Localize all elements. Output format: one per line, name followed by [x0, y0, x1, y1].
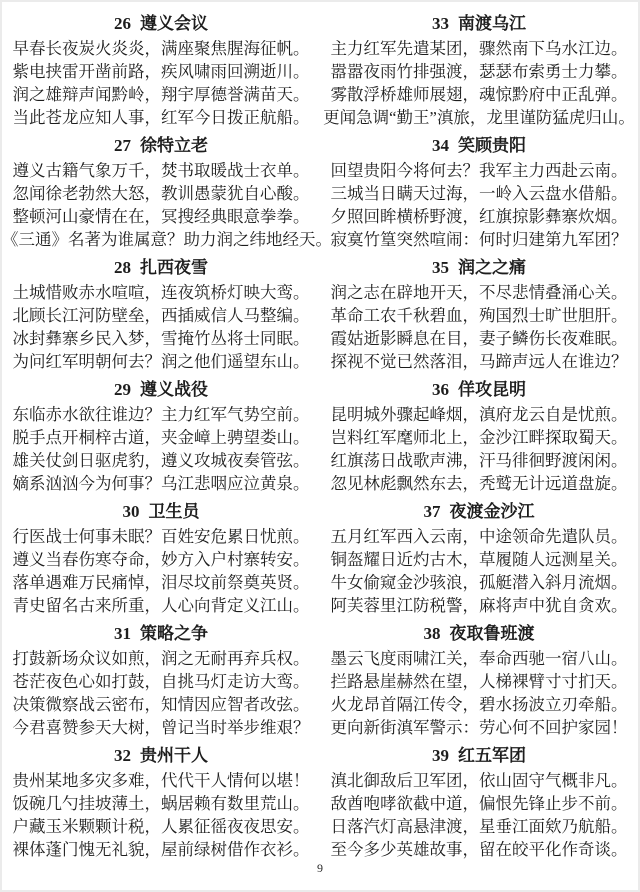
poem-columns: [2, 2, 638, 867]
verse-line: 苍茫夜色心如打鼓，自挑马灯走访大鸾。: [12, 672, 310, 691]
verse-line: 夕照回眸横桥野渡，红旗掠影彝寨炊烟。: [330, 207, 628, 226]
verse-line: 饭碗几勺挂坡薄土，蜗居赖有数里荒山。: [12, 794, 310, 813]
poem-name: 笑顾贵阳: [458, 136, 526, 155]
verse-line: 雄关仗剑日驱虎豹，遵义攻城夜奏管弦。: [12, 451, 310, 470]
verse-line: 寂寞竹篁突然喧闹：何时归建第九军团？: [330, 230, 628, 249]
poem: [2, 13, 320, 129]
poem-number: 34: [432, 136, 449, 155]
verse-line: 嫡系汹汹今为何事？乌江悲咽应泣黄泉。: [12, 474, 310, 493]
poem-number: 27: [114, 136, 131, 155]
verse-line: 整顿河山豪情在在，冥搜经典眼意拳拳。: [12, 207, 310, 226]
verse-line: 东临赤水欲往谁边？主力红军气势空前。: [12, 405, 310, 424]
poem: [2, 501, 320, 617]
poem: [320, 379, 638, 495]
poem-number: 32: [114, 746, 131, 765]
verse-line: 忽闻徐老勃然大怒，教训愚蒙犹自心酸。: [12, 184, 310, 203]
poem: [320, 623, 638, 739]
poem: [320, 501, 638, 617]
poem: [2, 379, 320, 495]
poem: [2, 257, 320, 373]
verse-line: 日落汽灯高悬津渡，星垂江面欸乃航船。: [330, 817, 628, 836]
poem-title: [320, 745, 638, 766]
poem-title: [2, 745, 320, 766]
poem: [2, 135, 332, 251]
verse-line: 为问红军明朝何去？润之他们遥望东山。: [12, 352, 310, 371]
verse-line: 嚣嚣夜雨竹排强渡，瑟瑟布索勇士力攀。: [330, 62, 628, 81]
poem-number: 29: [114, 380, 131, 399]
poem-name: 扎西夜雪: [140, 258, 208, 277]
verse-line: 户藏玉米颗颗计税，人累征徭夜夜思安。: [12, 817, 310, 836]
poem-title: [2, 623, 320, 644]
verse-line: 敌酋咆哮欲截中道，偏恨先锋止步不前。: [330, 794, 628, 813]
poem-name: 策略之争: [140, 624, 208, 643]
poem-title: [320, 623, 638, 644]
verse-line: 至今多少英雄故事，留在皎平化作奇谈。: [330, 840, 628, 859]
verse-line: 落单遇难万民痛悼，泪尽坟前祭奠英贤。: [12, 573, 310, 592]
verse-line: 遵义当春伤寒夺命，妙方入户村寨转安。: [12, 550, 310, 569]
verse-line: 阿芙蓉里江防税警，麻将声中犹自贪欢。: [330, 596, 628, 615]
verse-line: 火龙昂首隔江传令，碧水扬波立刃牵船。: [330, 695, 628, 714]
poem-name: 夜渡金沙江: [449, 502, 535, 521]
poem-name: 遵义会议: [140, 14, 208, 33]
verse-line: 革命工农千秋碧血，殉国烈士旷世胆肝。: [330, 306, 628, 325]
poem-title: [2, 501, 320, 522]
poem-title: [320, 257, 638, 278]
verse-line: 润之志在辟地开天，不尽悲情叠涌心关。: [330, 283, 628, 302]
verse-line: 裸体蓬门愧无礼貌，屋前绿树借作衣衫。: [12, 840, 310, 859]
poem-number: 35: [432, 258, 449, 277]
poem: [320, 13, 638, 129]
verse-line: 探视不觉已然落泪，马蹄声远人在谁边？: [330, 352, 628, 371]
poem-name: 红五军团: [458, 746, 526, 765]
verse-line: 雾散浮桥雄师展翅，魂惊黔府中正乱弹。: [330, 85, 628, 104]
verse-line: 更向新街滇军警示：劳心何不回护家园！: [330, 718, 628, 737]
poem-number: 26: [114, 14, 131, 33]
poem-number: 37: [423, 502, 441, 521]
verse-line: 北顾长江河防壁垒，西插威信人马整编。: [12, 306, 310, 325]
verse-line: 主力红军先遣某团，骤然南下乌水江边。: [330, 39, 628, 58]
poem: [2, 623, 320, 739]
poem-title: [2, 379, 320, 400]
verse-line: 今君喜赞参天大树，曾记当时举步维艰？: [12, 718, 310, 737]
verse-line: 贵州某地多灾多难，代代干人情何以堪！: [12, 771, 310, 790]
verse-line: 润之雄辩声闻黔岭，翔宇厚德誉满苗天。: [12, 85, 310, 104]
verse-line: 铜盔耀日近灼古木，草履随人远测星关。: [330, 550, 628, 569]
poem-name: 卫生员: [148, 502, 200, 521]
poem: [320, 135, 638, 251]
poem-title: [320, 135, 638, 156]
poem-name: 润之之痛: [458, 258, 526, 277]
poem-number: 36: [432, 380, 449, 399]
verse-line: 土城惜败赤水喧喧，连夜筑桥灯映大鸾。: [12, 283, 310, 302]
verse-line: 红旗荡日战歌声沸，汗马徘徊野渡闲闲。: [330, 451, 628, 470]
verse-line: 青史留名古来所重，人心向背定义江山。: [12, 596, 310, 615]
verse-line: 五月红军西入云南，中途领命先遣队员。: [330, 527, 628, 546]
verse-line: 岂料红军麾师北上，金沙江畔探取蜀天。: [330, 428, 628, 447]
verse-line: 行医战士何事未眠？百姓安危累日忧煎。: [12, 527, 310, 546]
verse-line: 拦路悬崖赫然在望，人梯裸臂寸寸扪天。: [330, 672, 628, 691]
poem-name: 徐特立老: [140, 136, 208, 155]
verse-line: 牛女偷窥金沙骇浪，孤艇潜入斜月流烟。: [330, 573, 628, 592]
poem-number: 30: [122, 502, 140, 521]
verse-line: 墨云飞度雨啸江关，奉命西驰一宿八山。: [330, 649, 628, 668]
poem-number: 28: [114, 258, 131, 277]
poem-title: [2, 257, 320, 278]
verse-line: 三城当日瞒天过海，一岭入云盘水借船。: [330, 184, 628, 203]
verse-line: 《三通》名著为谁属意？助力润之纬地经天。: [2, 230, 332, 249]
verse-line: 当此苍龙应知人事，红军今日拨正航船。: [12, 108, 310, 127]
poem-number: 33: [432, 14, 449, 33]
poem: [320, 745, 638, 861]
poem-title: [320, 13, 638, 34]
verse-line: 打鼓新场众议如煎，润之无耐再弃兵权。: [12, 649, 310, 668]
verse-line: 紫电挟雷开凿前路，疾风啸雨回溯逝川。: [12, 62, 310, 81]
poem-column-right: [320, 13, 638, 867]
verse-line: 冰封彝寨乡民入梦，雪掩竹丛将士同眠。: [12, 329, 310, 348]
poem-number: 38: [423, 624, 441, 643]
poem-title: [2, 13, 320, 34]
verse-line: 早春长夜炭火炎炎，满座聚焦腥海征帆。: [12, 39, 310, 58]
poem-name: 南渡乌江: [458, 14, 526, 33]
poem-title: [2, 135, 320, 156]
verse-line: 回望贵阳今将何去？我军主力西赴云南。: [330, 161, 628, 180]
verse-line: 脱手点开桐梓古道，夹金嶂上骋望娄山。: [12, 428, 310, 447]
poem-name: 遵义战役: [140, 380, 208, 399]
verse-line: 更闻急调“勤王”滇旅，龙里谨防猛虎归山。: [323, 108, 635, 127]
poem-name: 贵州干人: [140, 746, 208, 765]
verse-line: 昆明城外骤起峰烟，滇府龙云自是忧煎。: [330, 405, 628, 424]
poem-number: 31: [114, 624, 131, 643]
poem-title: [320, 501, 638, 522]
poem-name: 佯攻昆明: [458, 380, 526, 399]
verse-line: 遵义古籍气象万千，焚书取暖战士衣单。: [12, 161, 310, 180]
verse-line: 决策微察战云密布，知情因应智者改弦。: [12, 695, 310, 714]
verse-line: 忽见林彪飘然东去，秃鹫无计远道盘旋。: [330, 474, 628, 493]
verse-line: 滇北御敌后卫军团，依山固守气概非凡。: [330, 771, 628, 790]
verse-line: 霞姑逝影瞬息在目，妻子鳞伤长夜难眠。: [330, 329, 628, 348]
poem: [2, 745, 320, 861]
poem-title: [320, 379, 638, 400]
poem-name: 夜取鲁班渡: [449, 624, 535, 643]
page-number: 9: [317, 861, 323, 875]
poem-column-left: [2, 13, 332, 867]
poem-number: 39: [432, 746, 449, 765]
poem: [320, 257, 638, 373]
